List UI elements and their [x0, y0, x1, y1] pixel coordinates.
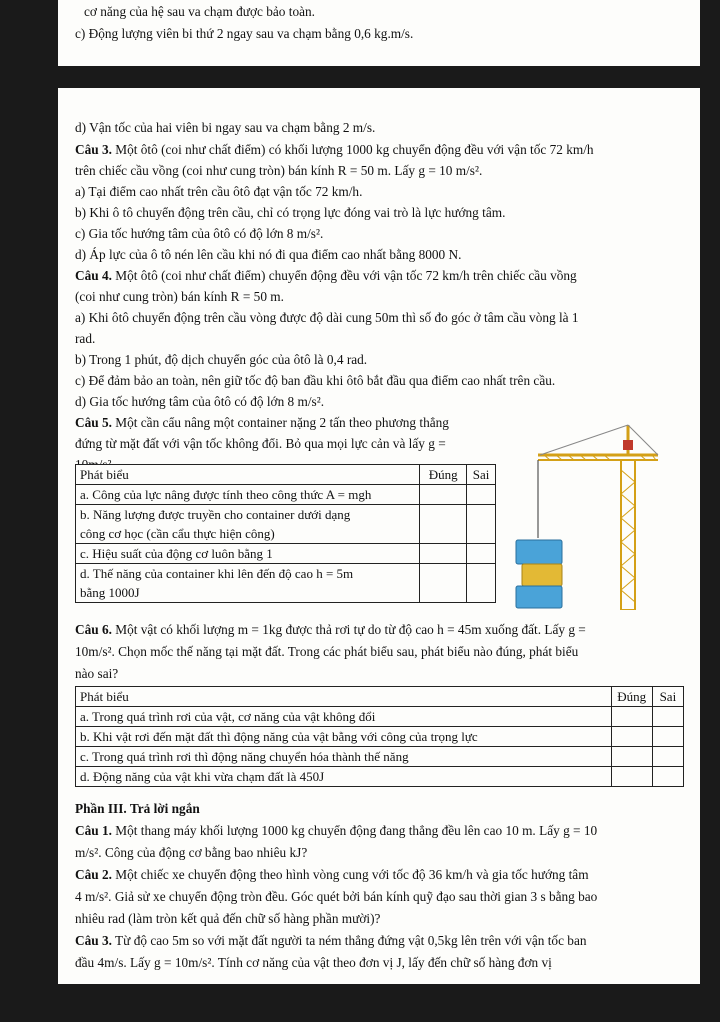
question-text: Một chiếc xe chuyển động theo hình vòng cung với tốc độ 36 km/h và gia tốc hướng tâm [115, 867, 589, 882]
answer-false-cell[interactable] [467, 485, 496, 505]
answer-true-cell[interactable] [611, 767, 652, 787]
answer-true-cell[interactable] [420, 544, 467, 564]
table-row [76, 485, 496, 505]
question-label: Câu 3. [75, 933, 112, 948]
question-text: Một cần cẩu nâng một container nặng 2 tấn theo phương thẳng [115, 415, 449, 430]
text-line: b) Trong 1 phút, độ dịch chuyển góc của ôtô là 0,4 rad. [75, 352, 368, 367]
section-heading: Phần III. Trả lời ngắn [75, 801, 200, 816]
statement-cell: c. Trong quá trình rơi thì động năng chuyển hóa thành thế năng [76, 747, 612, 767]
statement-cell: d. Động năng của vật khi vừa chạm đất là 450J [76, 767, 612, 787]
question-text: Một thang máy khối lượng 1000 kg chuyển động đang thẳng đều lên cao 10 m. Lấy g = 10 [115, 823, 598, 838]
answer-false-cell[interactable] [652, 767, 683, 787]
answer-true-cell[interactable] [611, 707, 652, 727]
text-line: a) Tại điểm cao nhất trên cầu ôtô đạt vận tốc 72 km/h. [75, 184, 363, 199]
question-label: Câu 3. [75, 142, 112, 157]
question-text: Một vật có khối lượng m = 1kg được thả rơi tự do từ độ cao h = 45m xuống đất. Lấy g = [115, 622, 586, 637]
header-cell: Đúng [611, 687, 652, 707]
table-header-row [76, 465, 496, 485]
answer-true-cell[interactable] [611, 727, 652, 747]
text-line: đầu 4m/s. Lấy g = 10m/s². Tính cơ năng của vật theo đơn vị J, lấy đến chữ số hàng đơn vị [75, 955, 552, 970]
header-cell: Sai [467, 465, 496, 485]
statement-table-q5 [75, 464, 496, 603]
text-line: a) Khi ôtô chuyển động trên cầu vòng được độ dài cung 50m thì số đo góc ở tâm cầu vòng là 1 [75, 310, 579, 325]
statement-cell [76, 505, 420, 544]
header-cell: Phát biểu [76, 465, 420, 485]
question-2 [75, 865, 589, 885]
header-cell: Sai [652, 687, 683, 707]
text-line: d) Gia tốc hướng tâm của ôtô có độ lớn 8 m/s². [75, 394, 325, 409]
statement-line: d. Thế năng của container khi lên đến độ cao h = 5m [80, 566, 354, 581]
statement-cell: b. Khi vật rơi đến mặt đất thì động năng của vật bằng với công của trọng lực [76, 727, 612, 747]
text-line: b) Khi ô tô chuyển động trên cầu, chỉ có trọng lực đóng vai trò là lực hướng tâm. [75, 205, 506, 220]
question-label: Câu 4. [75, 268, 112, 283]
table-row [76, 747, 684, 767]
answer-false-cell[interactable] [467, 564, 496, 603]
table-row [76, 505, 496, 544]
question-label: Câu 1. [75, 823, 112, 838]
question-label: Câu 5. [75, 415, 112, 430]
question-1 [75, 821, 597, 841]
answer-false-cell[interactable] [467, 544, 496, 564]
text-line: cơ năng của hệ sau va chạm được bảo toàn. [84, 4, 315, 19]
statement-cell: c. Hiệu suất của động cơ luôn bằng 1 [76, 544, 420, 564]
text-line: d) Áp lực của ô tô nén lên cầu khi nó đi qua điểm cao nhất bằng 8000 N. [75, 247, 462, 262]
question-text: Một ôtô (coi như chất điểm) chuyển động đều với vận tốc 72 km/h trên chiếc cầu vồng [115, 268, 577, 283]
table-row [76, 767, 684, 787]
text-line: c) Để đảm bảo an toàn, nên giữ tốc độ ban đầu khi ôtô bắt đầu qua điểm cao nhất trên cầu. [75, 373, 556, 388]
answer-true-cell[interactable] [420, 505, 467, 544]
answer-false-cell[interactable] [652, 707, 683, 727]
answer-true-cell[interactable] [420, 564, 467, 603]
statement-cell: a. Trong quá trình rơi của vật, cơ năng của vật không đổi [76, 707, 612, 727]
question-5 [75, 413, 449, 433]
question-label: Câu 2. [75, 867, 112, 882]
header-cell: Đúng [420, 465, 467, 485]
text-line: nào sai? [75, 666, 119, 681]
table-row [76, 564, 496, 603]
question-3 [75, 140, 594, 160]
text-line: nhiêu rad (làm tròn kết quả đến chữ số hàng phần mười)? [75, 911, 381, 926]
text-line: 4 m/s². Giả sử xe chuyển động tròn đều. Góc quét bởi bán kính quỹ đạo sau thời gian 3 s bằng bao [75, 889, 598, 904]
text-line: đứng từ mặt đất với vận tốc không đổi. Bỏ qua mọi lực cản và lấy g = [75, 436, 446, 451]
statement-line: bằng 1000J [80, 585, 140, 600]
text-line: 10m/s². Chọn mốc thế năng tại mặt đất. Trong các phát biểu sau, phát biểu nào đúng, phát biểu [75, 644, 579, 659]
statement-line: công cơ học (cần cẩu thực hiện công) [80, 526, 275, 541]
question-text: Từ độ cao 5m so với mặt đất người ta ném thẳng đứng vật 0,5kg lên trên với vận tốc ban [115, 933, 587, 948]
text-line: c) Gia tốc hướng tâm của ôtô có độ lớn 8 m/s². [75, 226, 324, 241]
text-line: rad. [75, 331, 96, 346]
statement-table-q6 [75, 686, 684, 787]
question-4 [75, 266, 577, 286]
table-header-row [76, 687, 684, 707]
answer-false-cell[interactable] [467, 505, 496, 544]
text-line: m/s². Công của động cơ bằng bao nhiêu kJ? [75, 845, 308, 860]
statement-cell [76, 564, 420, 603]
answer-false-cell[interactable] [652, 727, 683, 747]
question-3-short [75, 931, 587, 951]
text-line: d) Vận tốc của hai viên bi ngay sau va chạm bằng 2 m/s. [75, 120, 376, 135]
text-line: c) Động lượng viên bi thứ 2 ngay sau va chạm bằng 0,6 kg.m/s. [75, 26, 414, 41]
question-label: Câu 6. [75, 622, 112, 637]
question-text: Một ôtô (coi như chất điểm) có khối lượng 1000 kg chuyển động đều với vận tốc 72 km/h [115, 142, 594, 157]
table-row [76, 727, 684, 747]
table-row [76, 544, 496, 564]
header-cell: Phát biểu [76, 687, 612, 707]
text-line: trên chiếc cầu vồng (coi như cung tròn) bán kính R = 50 m. Lấy g = 10 m/s². [75, 163, 483, 178]
answer-true-cell[interactable] [611, 747, 652, 767]
crane-illustration [510, 410, 660, 610]
statement-line: b. Năng lượng được truyền cho container dưới dạng [80, 507, 351, 522]
answer-true-cell[interactable] [420, 485, 467, 505]
answer-false-cell[interactable] [652, 747, 683, 767]
text-line: (coi như cung tròn) bán kính R = 50 m. [75, 289, 284, 304]
question-6 [75, 620, 586, 640]
statement-cell: a. Công của lực nâng được tính theo công thức A = mgh [76, 485, 420, 505]
table-row [76, 707, 684, 727]
